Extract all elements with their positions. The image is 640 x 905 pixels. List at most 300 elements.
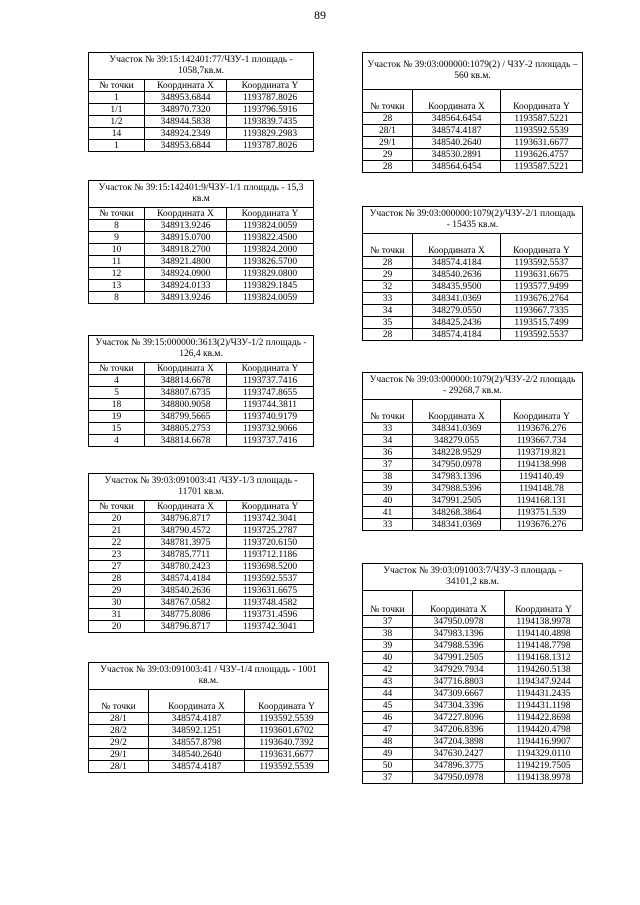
coordinate-y-cell: 1194168.1312 (505, 652, 583, 664)
point-number-cell: 33 (363, 423, 413, 435)
table-row (89, 399, 314, 411)
table-row (363, 519, 583, 531)
table-row (363, 748, 583, 760)
point-number-cell: 28 (363, 257, 413, 269)
coordinate-x-cell: 348814.6678 (145, 435, 227, 447)
column-header: Координата Y (227, 363, 314, 375)
coordinate-y-cell: 1193824.0059 (227, 220, 314, 232)
coordinates-table (88, 335, 314, 447)
coordinate-x-cell: 348780.2423 (145, 561, 227, 573)
coordinate-y-cell: 1193631.6675 (501, 269, 583, 281)
point-number-cell: 34 (363, 305, 413, 317)
column-header: Координата Y (501, 90, 583, 113)
plot-title: Участок № 39:03:000000:1079(2)/ЧЗУ-2/2 площадь - 29268,7 кв.м. (363, 373, 583, 400)
coordinate-x-cell: 348944.5838 (145, 116, 227, 128)
point-number-cell: 29 (363, 269, 413, 281)
table-row (363, 664, 583, 676)
coordinate-x-cell: 348805.2753 (145, 423, 227, 435)
coordinate-y-cell: 1193751.539 (501, 507, 583, 519)
coordinate-y-cell: 1193824.0059 (227, 292, 314, 304)
table-row (89, 244, 314, 256)
coordinate-y-cell: 1193676.2764 (501, 293, 583, 305)
point-number-cell: 28 (363, 161, 413, 173)
coordinate-y-cell: 1193676.276 (501, 423, 583, 435)
table-row (363, 435, 583, 447)
point-number-cell: 28 (89, 573, 145, 585)
coordinate-y-cell: 1194138.998 (501, 459, 583, 471)
coordinate-x-cell: 347988.5396 (413, 640, 505, 652)
table-row (363, 495, 583, 507)
coordinate-x-cell: 348921.4800 (145, 256, 227, 268)
point-number-cell: 33 (363, 519, 413, 531)
table-row (363, 507, 583, 519)
coordinate-x-cell: 348540.2640 (149, 749, 245, 761)
coordinate-y-cell: 1193725.2787 (227, 525, 314, 537)
table-row (363, 616, 583, 628)
coordinate-x-cell: 348913.9246 (145, 220, 227, 232)
point-number-cell: 31 (89, 609, 145, 621)
coordinate-y-cell: 1193592.5537 (501, 257, 583, 269)
column-header: № точки (89, 690, 149, 713)
coordinate-y-cell: 1193676.276 (501, 519, 583, 531)
table-row (89, 104, 314, 116)
point-number-cell: 28/1 (363, 125, 413, 137)
point-number-cell: 21 (89, 525, 145, 537)
coordinate-y-cell: 1193747.8655 (227, 387, 314, 399)
column-header: Координата X (145, 80, 227, 92)
coordinate-x-cell: 348775.8086 (145, 609, 227, 621)
coordinate-y-cell: 1193592.5539 (245, 761, 329, 773)
table-row (89, 411, 314, 423)
table-row (363, 736, 583, 748)
table-row (89, 725, 329, 737)
coordinates-table (362, 206, 583, 341)
table-row (363, 257, 583, 269)
point-number-cell: 22 (89, 537, 145, 549)
coordinate-x-cell: 348341.0369 (413, 293, 501, 305)
coordinate-y-cell: 1193592.5539 (501, 125, 583, 137)
point-number-cell: 18 (89, 399, 145, 411)
coordinate-x-cell: 347991.2505 (413, 495, 501, 507)
coordinate-y-cell: 1193515.7499 (501, 317, 583, 329)
coordinate-y-cell: 1193744.3811 (227, 399, 314, 411)
table-row (363, 459, 583, 471)
point-number-cell: 9 (89, 232, 145, 244)
coordinate-x-cell: 347950.0978 (413, 616, 505, 628)
point-number-cell: 8 (89, 292, 145, 304)
plot-title: Участок № 39:03:000000:1079(2) / ЧЗУ-2 площадь – 560 кв.м. (363, 53, 583, 90)
column-header: Координата X (145, 501, 227, 513)
table-row (363, 281, 583, 293)
coordinate-y-cell: 1193742.3041 (227, 621, 314, 633)
table-row (89, 268, 314, 280)
point-number-cell: 49 (363, 748, 413, 760)
table-row (363, 125, 583, 137)
point-number-cell: 4 (89, 375, 145, 387)
column-header: № точки (89, 363, 145, 375)
point-number-cell: 27 (89, 561, 145, 573)
table-row (363, 161, 583, 173)
coordinate-y-cell: 1194168.131 (501, 495, 583, 507)
coordinate-x-cell: 348799.5665 (145, 411, 227, 423)
column-header: № точки (363, 90, 413, 113)
point-number-cell: 19 (89, 411, 145, 423)
coordinates-table (88, 52, 314, 152)
coordinate-y-cell: 1193829.2983 (227, 128, 314, 140)
point-number-cell: 10 (89, 244, 145, 256)
coordinate-y-cell: 1193839.7435 (227, 116, 314, 128)
coordinate-y-cell: 1194140.49 (501, 471, 583, 483)
coordinate-x-cell: 348557.8798 (149, 737, 245, 749)
column-header: Координата X (413, 400, 501, 423)
coordinate-x-cell: 347227.8096 (413, 712, 505, 724)
coordinate-x-cell: 348540.2640 (413, 137, 501, 149)
point-number-cell: 42 (363, 664, 413, 676)
coordinate-x-cell: 348913.9246 (145, 292, 227, 304)
column-header: Координата Y (227, 208, 314, 220)
point-number-cell: 41 (363, 507, 413, 519)
table-row (89, 609, 314, 621)
point-number-cell: 29/1 (363, 137, 413, 149)
coordinate-x-cell: 348970.7320 (145, 104, 227, 116)
coordinate-x-cell: 348796.8717 (145, 621, 227, 633)
table-row (89, 292, 314, 304)
coordinate-y-cell: 1194138.9978 (505, 772, 583, 784)
table-row (89, 116, 314, 128)
coordinate-x-cell: 347896.3775 (413, 760, 505, 772)
coordinate-y-cell: 1194431.2435 (505, 688, 583, 700)
plot-title: Участок № 39:03:091003:7/ЧЗУ-3 площадь - 34101,2 кв.м. (363, 564, 583, 591)
point-number-cell: 40 (363, 652, 413, 664)
coordinate-x-cell: 347950.0978 (413, 459, 501, 471)
coordinate-x-cell: 347991.2505 (413, 652, 505, 664)
coordinate-y-cell: 1193640.7392 (245, 737, 329, 749)
table-row (89, 573, 314, 585)
column-header: Координата X (145, 363, 227, 375)
coordinate-x-cell: 348915.0700 (145, 232, 227, 244)
coordinate-x-cell: 348574.4187 (413, 125, 501, 137)
page-number: 89 (314, 8, 326, 22)
table-row (363, 149, 583, 161)
point-number-cell: 28 (363, 113, 413, 125)
coordinate-y-cell: 1194347.9244 (505, 676, 583, 688)
coordinate-x-cell: 348918.2700 (145, 244, 227, 256)
coordinate-x-cell: 348953.6844 (145, 140, 227, 152)
coordinate-y-cell: 1193631.6677 (501, 137, 583, 149)
table-row (363, 483, 583, 495)
coordinate-y-cell: 1193626.4757 (501, 149, 583, 161)
point-number-cell: 20 (89, 513, 145, 525)
point-number-cell: 32 (363, 281, 413, 293)
column-header: Координата X (149, 690, 245, 713)
point-number-cell: 44 (363, 688, 413, 700)
coordinate-y-cell: 1193719.821 (501, 447, 583, 459)
point-number-cell: 47 (363, 724, 413, 736)
column-header: № точки (363, 234, 413, 257)
coordinate-y-cell: 1193732.9066 (227, 423, 314, 435)
coordinate-y-cell: 1194219.7505 (505, 760, 583, 772)
table-row (89, 525, 314, 537)
coordinate-y-cell: 1194138.9978 (505, 616, 583, 628)
coordinate-y-cell: 1193737.7416 (227, 375, 314, 387)
column-header: Координата Y (501, 400, 583, 423)
coordinate-x-cell: 347988.5396 (413, 483, 501, 495)
column-header: № точки (89, 501, 145, 513)
coordinate-y-cell: 1193742.3041 (227, 513, 314, 525)
point-number-cell: 37 (363, 772, 413, 784)
coordinate-y-cell: 1193796.5916 (227, 104, 314, 116)
coordinate-y-cell: 1193712.1186 (227, 549, 314, 561)
coordinate-x-cell: 348574.4184 (145, 573, 227, 585)
table-row (89, 761, 329, 773)
plot-title: Участок № 39:15:000000:3613(2)/ЧЗУ-1/2 площадь - 126,4 кв.м. (89, 336, 314, 363)
coordinate-y-cell: 1193720.6150 (227, 537, 314, 549)
coordinate-y-cell: 1193631.6675 (227, 585, 314, 597)
point-number-cell: 39 (363, 640, 413, 652)
coordinate-y-cell: 1193748.4582 (227, 597, 314, 609)
coordinate-x-cell: 348785.7711 (145, 549, 227, 561)
coordinates-table (88, 473, 314, 633)
table-row (363, 423, 583, 435)
coordinate-x-cell: 348540.2636 (413, 269, 501, 281)
coordinate-y-cell: 1193824.2000 (227, 244, 314, 256)
coordinate-y-cell: 1194416.9907 (505, 736, 583, 748)
column-header: Координата X (413, 591, 505, 616)
coordinate-y-cell: 1193667.734 (501, 435, 583, 447)
table-row (89, 140, 314, 152)
table-row (363, 447, 583, 459)
plot-title: Участок № 39:15:142401:9/ЧЗУ-1/1 площадь - 15,3 кв.м (89, 181, 314, 208)
coordinate-y-cell: 1193587.5221 (501, 113, 583, 125)
coordinate-y-cell: 1193587.5221 (501, 161, 583, 173)
point-number-cell: 1/1 (89, 104, 145, 116)
coordinate-y-cell: 1193737.7416 (227, 435, 314, 447)
column-header: Координата X (413, 234, 501, 257)
table-row (363, 712, 583, 724)
table-row (89, 737, 329, 749)
table-row (363, 137, 583, 149)
column-header: Координата X (145, 208, 227, 220)
table-row (89, 585, 314, 597)
coordinates-table (362, 372, 583, 531)
table-row (363, 688, 583, 700)
coordinate-y-cell: 1193822.4500 (227, 232, 314, 244)
point-number-cell: 39 (363, 483, 413, 495)
table-row (363, 724, 583, 736)
coordinate-y-cell: 1193829.0800 (227, 268, 314, 280)
coordinate-y-cell: 1194422.8698 (505, 712, 583, 724)
coordinate-x-cell: 347204.3898 (413, 736, 505, 748)
point-number-cell: 8 (89, 220, 145, 232)
point-number-cell: 28 (363, 329, 413, 341)
coordinates-table (88, 662, 329, 773)
coordinate-y-cell: 1193731.4596 (227, 609, 314, 621)
coordinate-y-cell: 1193592.5539 (245, 713, 329, 725)
point-number-cell: 20 (89, 621, 145, 633)
coordinate-y-cell: 1193787.8026 (227, 92, 314, 104)
coordinate-y-cell: 1194148.78 (501, 483, 583, 495)
coordinate-x-cell: 347206.8396 (413, 724, 505, 736)
table-row (363, 293, 583, 305)
table-row (89, 387, 314, 399)
coordinate-x-cell: 348530.2891 (413, 149, 501, 161)
table-row (363, 317, 583, 329)
table-row (363, 652, 583, 664)
coordinate-x-cell: 348592.1251 (149, 725, 245, 737)
coordinate-x-cell: 347983.1396 (413, 628, 505, 640)
column-header: Координата Y (227, 501, 314, 513)
plot-title: Участок № 39:15:142401:77/ЧЗУ-1 площадь - 1058,7кв.м. (89, 53, 314, 80)
column-header: № точки (363, 591, 413, 616)
coordinate-x-cell: 348564.6454 (413, 161, 501, 173)
point-number-cell: 37 (363, 616, 413, 628)
coordinate-y-cell: 1193592.5537 (501, 329, 583, 341)
table-row (89, 549, 314, 561)
table-row (363, 269, 583, 281)
coordinate-x-cell: 348279.0550 (413, 305, 501, 317)
plot-title: Участок № 39:03:000000:1079(2)/ЧЗУ-2/1 площадь - 15435 кв.м. (363, 207, 583, 234)
coordinate-y-cell: 1194148.7798 (505, 640, 583, 652)
table-row (363, 329, 583, 341)
point-number-cell: 29/2 (89, 737, 149, 749)
column-header: Координата X (413, 90, 501, 113)
coordinate-x-cell: 348268.3864 (413, 507, 501, 519)
coordinate-x-cell: 348574.4187 (149, 761, 245, 773)
point-number-cell: 28/1 (89, 713, 149, 725)
table-row (363, 772, 583, 784)
table-row (363, 760, 583, 772)
table-row (89, 513, 314, 525)
point-number-cell: 23 (89, 549, 145, 561)
table-row (89, 561, 314, 573)
table-row (363, 471, 583, 483)
table-row (89, 375, 314, 387)
coordinate-y-cell: 1193740.9179 (227, 411, 314, 423)
table-row (89, 423, 314, 435)
table-row (89, 749, 329, 761)
plot-title: Участок № 39:03:091003:41 / ЧЗУ-1/4 площадь - 1001 кв.м. (89, 663, 329, 690)
point-number-cell: 28/1 (89, 761, 149, 773)
point-number-cell: 50 (363, 760, 413, 772)
table-row (89, 537, 314, 549)
table-row (363, 113, 583, 125)
plot-title: Участок № 39:03:091003:41 /ЧЗУ-1/3 площадь - 11701 кв.м. (89, 474, 314, 501)
coordinate-x-cell: 348564.6454 (413, 113, 501, 125)
coordinate-x-cell: 347929.7934 (413, 664, 505, 676)
coordinate-x-cell: 347630.2427 (413, 748, 505, 760)
point-number-cell: 38 (363, 471, 413, 483)
table-row (89, 713, 329, 725)
point-number-cell: 29 (89, 585, 145, 597)
coordinate-x-cell: 348790.4572 (145, 525, 227, 537)
coordinate-x-cell: 347950.0978 (413, 772, 505, 784)
point-number-cell: 11 (89, 256, 145, 268)
table-row (363, 676, 583, 688)
coordinate-x-cell: 348807.6735 (145, 387, 227, 399)
point-number-cell: 14 (89, 128, 145, 140)
table-row (89, 256, 314, 268)
point-number-cell: 34 (363, 435, 413, 447)
coordinate-x-cell: 347304.3396 (413, 700, 505, 712)
coordinate-x-cell: 348574.4187 (149, 713, 245, 725)
coordinate-x-cell: 348279.055 (413, 435, 501, 447)
coordinate-y-cell: 1194329.0110 (505, 748, 583, 760)
coordinate-x-cell: 347983.1396 (413, 471, 501, 483)
column-header: № точки (363, 400, 413, 423)
coordinate-y-cell: 1193601.6702 (245, 725, 329, 737)
table-row (89, 128, 314, 140)
coordinate-y-cell: 1193826.5700 (227, 256, 314, 268)
point-number-cell: 46 (363, 712, 413, 724)
table-row (363, 305, 583, 317)
table-row (89, 597, 314, 609)
coordinate-x-cell: 348953.6844 (145, 92, 227, 104)
point-number-cell: 36 (363, 447, 413, 459)
coordinates-table (88, 180, 314, 304)
coordinate-y-cell: 1193829.1845 (227, 280, 314, 292)
coordinate-y-cell: 1193667.7335 (501, 305, 583, 317)
coordinate-x-cell: 348341.0369 (413, 519, 501, 531)
coordinate-y-cell: 1193631.6677 (245, 749, 329, 761)
coordinate-x-cell: 347716.8803 (413, 676, 505, 688)
point-number-cell: 43 (363, 676, 413, 688)
coordinate-y-cell: 1193592.5537 (227, 573, 314, 585)
point-number-cell: 38 (363, 628, 413, 640)
coordinate-y-cell: 1194260.5138 (505, 664, 583, 676)
coordinate-x-cell: 348781.3975 (145, 537, 227, 549)
coordinate-y-cell: 1193787.8026 (227, 140, 314, 152)
point-number-cell: 1 (89, 140, 145, 152)
table-row (89, 232, 314, 244)
coordinate-x-cell: 348796.8717 (145, 513, 227, 525)
coordinate-x-cell: 348425.2436 (413, 317, 501, 329)
table-row (363, 628, 583, 640)
coordinate-x-cell: 348341.0369 (413, 423, 501, 435)
point-number-cell: 1 (89, 92, 145, 104)
column-header: Координата Y (501, 234, 583, 257)
coordinate-x-cell: 348540.2636 (145, 585, 227, 597)
point-number-cell: 28/2 (89, 725, 149, 737)
coordinate-x-cell: 348435.9500 (413, 281, 501, 293)
coordinate-x-cell: 348228.9529 (413, 447, 501, 459)
coordinates-table (362, 563, 583, 784)
coordinates-table (362, 52, 583, 173)
point-number-cell: 35 (363, 317, 413, 329)
coordinate-x-cell: 348767.0582 (145, 597, 227, 609)
point-number-cell: 45 (363, 700, 413, 712)
coordinate-x-cell: 348924.0133 (145, 280, 227, 292)
column-header: Координата Y (227, 80, 314, 92)
table-row (89, 280, 314, 292)
point-number-cell: 29/1 (89, 749, 149, 761)
point-number-cell: 48 (363, 736, 413, 748)
coordinate-y-cell: 1193577.9499 (501, 281, 583, 293)
coordinate-y-cell: 1194140.4898 (505, 628, 583, 640)
coordinate-y-cell: 1194431.1198 (505, 700, 583, 712)
coordinate-x-cell: 348814.6678 (145, 375, 227, 387)
point-number-cell: 5 (89, 387, 145, 399)
table-row (89, 92, 314, 104)
point-number-cell: 15 (89, 423, 145, 435)
point-number-cell: 12 (89, 268, 145, 280)
coordinate-x-cell: 348924.2349 (145, 128, 227, 140)
table-row (89, 621, 314, 633)
coordinate-x-cell: 348800.9058 (145, 399, 227, 411)
column-header: № точки (89, 80, 145, 92)
point-number-cell: 37 (363, 459, 413, 471)
column-header: № точки (89, 208, 145, 220)
table-row (89, 435, 314, 447)
